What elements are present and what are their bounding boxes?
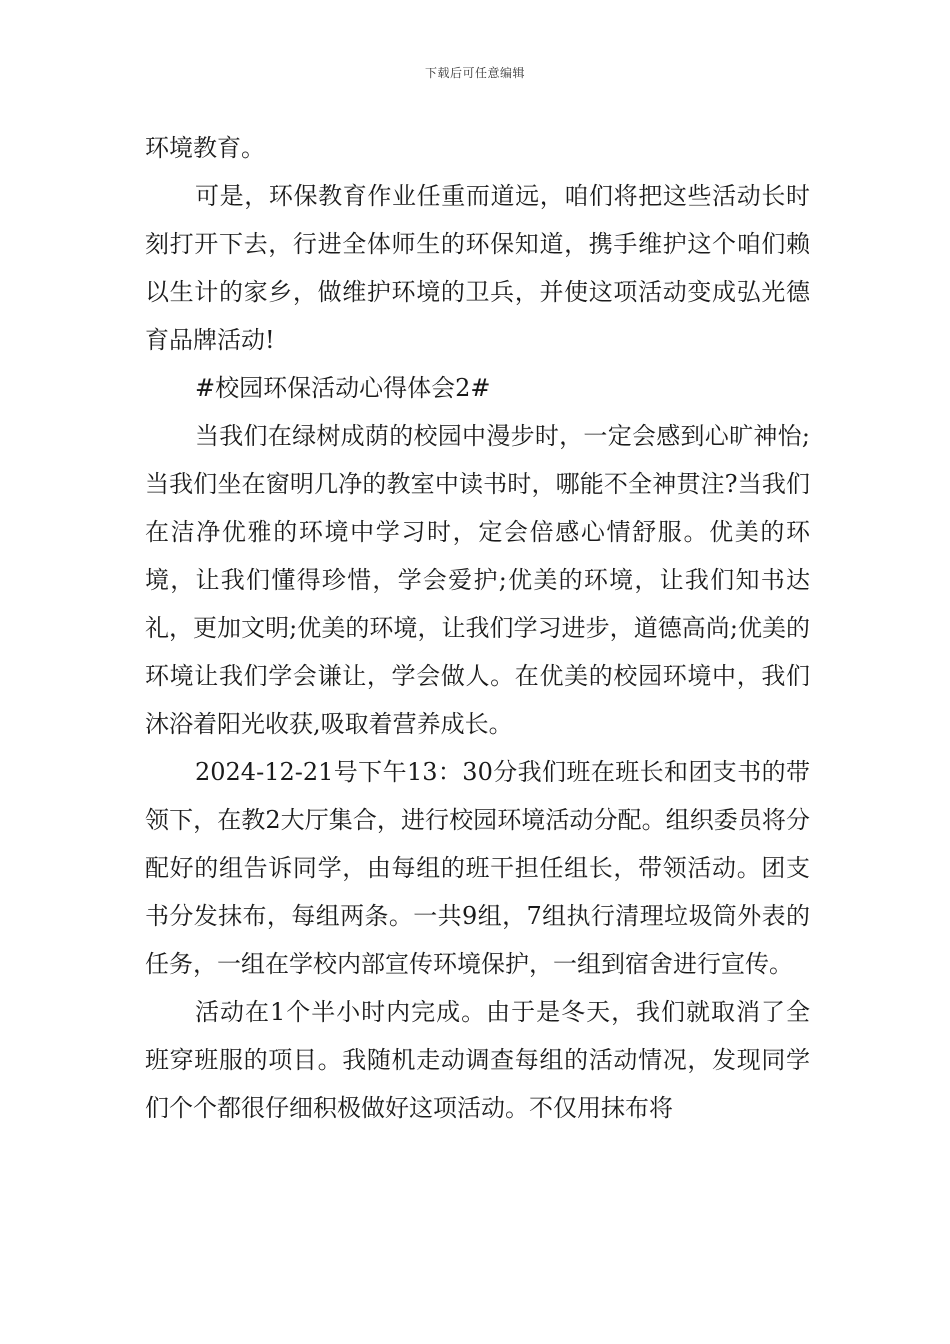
paragraph: 活动在1个半小时内完成。由于是冬天，我们就取消了全班穿班服的项目。我随机走动调查每组的活动情况，发现同学们个个都很仔细积极做好这项活动。不仅用抹布将 xyxy=(145,998,810,1122)
paragraph: 当我们在绿树成荫的校园中漫步时，一定会感到心旷神怡;当我们坐在窗明几净的教室中读书时，哪能不全神贯注?当我们在洁净优雅的环境中学习时，定会倍感心情舒服。优美的环境，让我们懂得珍惜，学会爱护;优美的环境，让我们知书达礼，更加文明;优美的环境，让我们学习进步，道德高尚;优美的环境让我们学会谦让，学会做人。在优美的校园环境中，我们沐浴着阳光收获,吸取着营养成长。 xyxy=(145,422,810,738)
section-heading: #校园环保活动心得体会2# xyxy=(195,374,491,402)
paragraph: 可是，环保教育作业任重而道远，咱们将把这些活动长时刻打开下去，行进全体师生的环保知道，携手维护这个咱们赖以生计的家乡，做维护环境的卫兵，并使这项活动变成弘光德育品牌活动! xyxy=(145,182,810,354)
header-note: 下载后可任意编辑 xyxy=(424,66,525,80)
document-body xyxy=(145,124,810,1132)
paragraph: 环境教育。 xyxy=(145,134,265,162)
paragraph: 2024-12-21号下午13：30分我们班在班长和团支书的带领下，在教2大厅集合，进行校园环境活动分配。组织委员将分配好的组告诉同学，由每组的班干担任组长，带领活动。团支书分发抹布，每组两条。一共9组，7组执行清理垃圾筒外表的任务，一组在学校内部宣传环境保护，一组到宿舍进行宣传。 xyxy=(145,758,810,978)
